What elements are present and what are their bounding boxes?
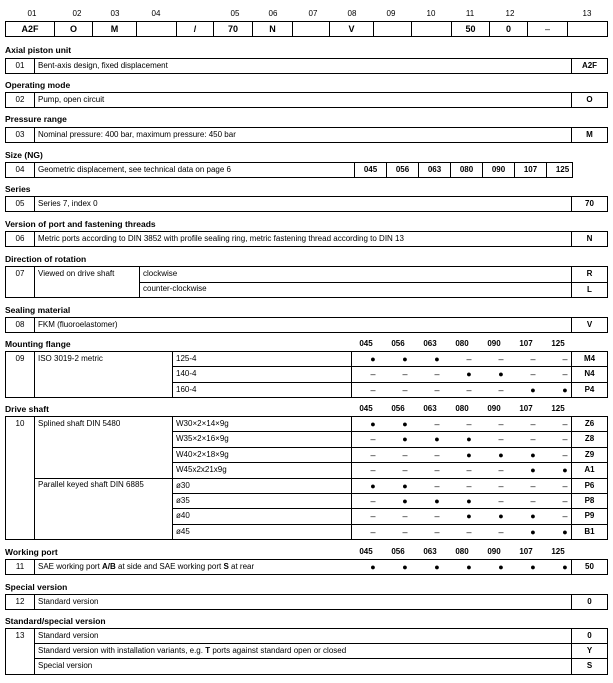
available-mark: ● [402,496,408,506]
available-mark: ● [562,384,568,395]
available-mark: ● [402,562,408,572]
order-code-box [412,21,452,37]
available-mark: ● [530,511,536,522]
row-operating [5,92,608,108]
section-title-axial: Axial piston unit [5,45,72,55]
row-text: Geometric displacement, see technical data on page 6 [38,165,232,174]
column-header-size: 107 [519,339,533,348]
header-position-number: 05 [230,9,240,18]
table-stdspecial [5,628,608,675]
column-header-size: 056 [391,547,405,556]
unavailable-mark: – [498,526,504,537]
row-text: ISO 3019-2 metric [38,354,103,363]
order-code: 0 [571,595,607,609]
available-mark: ● [370,419,376,429]
unavailable-mark: – [466,480,472,491]
unavailable-mark: – [466,419,472,429]
row-size [5,162,573,178]
available-mark: ● [466,369,472,380]
available-mark: ● [370,354,376,364]
available-mark: ● [434,434,440,445]
section-title-stdspecial: Standard/special version [5,616,106,626]
table-flange [5,351,608,398]
order-code: N4 [571,367,607,382]
unavailable-mark: – [530,496,536,506]
variant-label: W35×2×16×9g [176,434,229,444]
section-title-size: Size (NG) [5,150,43,160]
available-mark: ● [466,511,472,522]
unavailable-mark: – [402,384,408,395]
order-code: Z8 [571,432,607,447]
column-header-size: 107 [519,547,533,556]
order-code: N [571,232,607,246]
order-code: A1 [571,463,607,478]
variant-label: ø40 [176,511,190,521]
available-mark: ● [370,562,376,572]
section-title-port: Version of port and fastening threads [5,219,156,229]
unavailable-mark: – [402,369,408,380]
order-code-box [137,21,177,37]
unavailable-mark: – [562,419,568,429]
unavailable-mark: – [434,419,440,429]
order-code-box [374,21,412,37]
size-option-080: 080 [450,163,482,177]
column-header-size: 063 [423,339,437,348]
row-series [5,196,608,212]
header-position-number: 07 [308,9,318,18]
unavailable-mark: – [370,465,376,476]
order-code: M [571,128,607,142]
row-number: 01 [6,59,35,73]
section-title-operating: Operating mode [5,80,71,90]
unavailable-mark: – [498,480,504,491]
row-number: 13 [6,629,35,674]
row-number: 04 [6,163,35,177]
row-number: 06 [6,232,35,246]
column-header-size: 045 [359,547,373,556]
available-mark: ● [530,526,536,537]
available-mark: ● [466,434,472,445]
unavailable-mark: – [370,369,376,380]
unavailable-mark: – [402,511,408,522]
column-header-size: 080 [455,547,469,556]
row-text: Metric ports according to DIN 3852 with profile sealing ring, metric fastening thread according to DIN 13 [38,234,404,243]
unavailable-mark: – [370,496,376,506]
size-option-107: 107 [514,163,546,177]
row-number: 05 [6,197,35,211]
available-mark: ● [434,354,440,364]
order-code-box: N [253,21,293,37]
order-code-box: V [330,21,374,37]
available-mark: ● [530,449,536,460]
available-mark: ● [530,384,536,395]
order-code: Z9 [571,448,607,463]
section-title-sealing: Sealing material [5,305,71,315]
available-mark: ● [402,354,408,364]
unavailable-mark: – [370,511,376,522]
available-mark: ● [562,562,568,572]
available-mark: ● [498,449,504,460]
available-mark: ● [498,369,504,380]
unavailable-mark: – [434,384,440,395]
row-text: Bent-axis design, fixed displacement [38,61,168,70]
row-number: 08 [6,318,35,332]
row-working [5,559,608,575]
unavailable-mark: – [562,449,568,460]
available-mark: ● [498,562,504,572]
row-axial [5,58,608,74]
unavailable-mark: – [530,419,536,429]
available-mark: ● [466,496,472,506]
row-text: Splined shaft DIN 5480 [38,419,121,428]
unavailable-mark: – [498,434,504,445]
order-code-box [568,21,608,37]
unavailable-mark: – [402,465,408,476]
header-position-number: 08 [347,9,357,18]
available-mark: ● [562,465,568,476]
unavailable-mark: – [562,511,568,522]
available-mark: ● [530,465,536,476]
size-option-090: 090 [482,163,514,177]
unavailable-mark: – [434,369,440,380]
header-position-number: 11 [465,9,475,18]
column-header-size: 063 [423,547,437,556]
header-position-number: 03 [110,9,120,18]
order-code-box: 0 [490,21,528,37]
row-number: 09 [6,352,35,397]
row-text: Nominal pressure: 400 bar, maximum pressure: 450 bar [38,130,236,139]
order-code: B1 [571,525,607,540]
header-position-number: 10 [426,9,436,18]
row-text: Standard version with installation variants, e.g. T ports against standard open or closed [38,646,347,655]
section-title-special: Special version [5,582,68,592]
variant-label: W45x2x21x9g [176,465,227,475]
available-mark: ● [466,449,472,460]
unavailable-mark: – [402,526,408,537]
unavailable-mark: – [562,354,568,364]
unavailable-mark: – [530,434,536,445]
available-mark: ● [370,480,376,491]
available-mark: ● [498,511,504,522]
row-text: Standard version [38,631,99,640]
size-option-056: 056 [386,163,418,177]
row-text: SAE working port A/B at side and SAE working port S at rear [38,562,255,571]
column-header-size: 125 [551,404,565,413]
available-mark: ● [530,562,536,572]
row-number: 02 [6,93,35,107]
section-title-working: Working port [5,547,58,557]
order-code-box: M [93,21,137,37]
order-code: 50 [571,560,607,574]
variant-label: ø30 [176,480,190,490]
order-code: P6 [571,479,607,494]
order-code: Z6 [571,417,607,432]
variant-label: W30×2×14×9g [176,419,229,428]
row-number: 07 [6,267,35,297]
unavailable-mark: – [466,526,472,537]
row-special [5,594,608,610]
order-code: P4 [571,383,607,398]
order-code-box: / [177,21,214,37]
row-sealing [5,317,608,333]
unavailable-mark: – [434,511,440,522]
unavailable-mark: – [370,384,376,395]
section-title-pressure: Pressure range [5,114,67,124]
header-position-number: 01 [27,9,37,18]
available-mark: ● [402,419,408,429]
order-code: P8 [571,494,607,509]
unavailable-mark: – [434,526,440,537]
available-mark: ● [402,480,408,491]
header-position-number: 13 [582,9,592,18]
available-mark: ● [402,434,408,445]
column-header-size: 107 [519,404,533,413]
row-text: Viewed on drive shaft [38,269,115,278]
unavailable-mark: – [498,354,504,364]
unavailable-mark: – [370,449,376,460]
row-pressure [5,127,608,143]
row-number: 03 [6,128,35,142]
order-code-box: O [55,21,93,37]
row-text: Special version [38,661,93,670]
section-title-series: Series [5,184,31,194]
order-code: S [571,659,607,674]
order-code: P9 [571,509,607,524]
variant-label: W40×2×18×9g [176,449,229,459]
unavailable-mark: – [498,384,504,395]
column-header-size: 063 [423,404,437,413]
order-code: 70 [571,197,607,211]
column-header-size: 080 [455,339,469,348]
order-code: Y [571,644,607,658]
unavailable-mark: – [498,496,504,506]
order-code-box [293,21,330,37]
row-text: Series 7, index 0 [38,199,98,208]
variant-label: ø45 [176,526,190,536]
unavailable-mark: – [530,480,536,491]
unavailable-mark: – [498,419,504,429]
row-rotation [5,266,608,298]
available-mark: ● [466,562,472,572]
row-number: 10 [6,417,35,539]
row-number: 12 [6,595,35,609]
header-position-number: 02 [72,9,82,18]
column-header-size: 080 [455,404,469,413]
row-port [5,231,608,247]
header-position-number: 04 [151,9,161,18]
order-code: R [571,267,607,282]
row-text: Pump, open circuit [38,95,105,104]
size-option-063: 063 [418,163,450,177]
order-code: L [571,282,607,297]
unavailable-mark: – [562,480,568,491]
unavailable-mark: – [434,465,440,476]
section-title-rotation: Direction of rotation [5,254,87,264]
column-header-size: 090 [487,339,501,348]
header-position-number: 09 [386,9,396,18]
available-mark: ● [434,496,440,506]
variant-label: ø35 [176,496,190,505]
row-text: Standard version [38,597,99,606]
row-text: Parallel keyed shaft DIN 6885 [38,480,144,489]
unavailable-mark: – [562,434,568,445]
order-code: V [571,318,607,332]
unavailable-mark: – [498,465,504,476]
order-code-box: 70 [214,21,253,37]
unavailable-mark: – [466,354,472,364]
unavailable-mark: – [402,449,408,460]
unavailable-mark: – [370,526,376,537]
section-title-shaft: Drive shaft [5,404,49,414]
size-option-045: 045 [354,163,386,177]
column-header-size: 056 [391,404,405,413]
available-mark: ● [562,526,568,537]
column-header-size: 045 [359,404,373,413]
option-clockwise: clockwise [143,269,178,278]
unavailable-mark: – [530,369,536,380]
order-code: A2F [571,59,607,73]
column-header-size: 056 [391,339,405,348]
order-code: 0 [571,629,607,643]
unavailable-mark: – [466,465,472,476]
unavailable-mark: – [434,449,440,460]
unavailable-mark: – [466,384,472,395]
header-position-number: 06 [268,9,278,18]
variant-label: 125-4 [176,354,197,363]
row-text: FKM (fluoroelastomer) [38,320,118,329]
unavailable-mark: – [562,496,568,506]
available-mark: ● [434,562,440,572]
order-code-box: 50 [452,21,490,37]
variant-label: 160-4 [176,384,197,394]
section-title-flange: Mounting flange [5,339,71,349]
column-header-size: 045 [359,339,373,348]
header-position-number: 12 [505,9,515,18]
column-header-size: 125 [551,547,565,556]
unavailable-mark: – [370,434,376,445]
row-number: 11 [6,560,35,574]
option-counter-clockwise: counter-clockwise [143,284,207,293]
order-code-box: – [528,21,568,37]
unavailable-mark: – [562,369,568,380]
unavailable-mark: – [530,354,536,364]
unavailable-mark: – [434,480,440,491]
order-code: M4 [571,352,607,367]
table-shaft [5,416,608,540]
variant-label: 140-4 [176,369,197,379]
column-header-size: 090 [487,404,501,413]
column-header-size: 125 [551,339,565,348]
size-option-125: 125 [546,163,578,177]
column-header-size: 090 [487,547,501,556]
order-code-box: A2F [5,21,55,37]
order-code: O [571,93,607,107]
